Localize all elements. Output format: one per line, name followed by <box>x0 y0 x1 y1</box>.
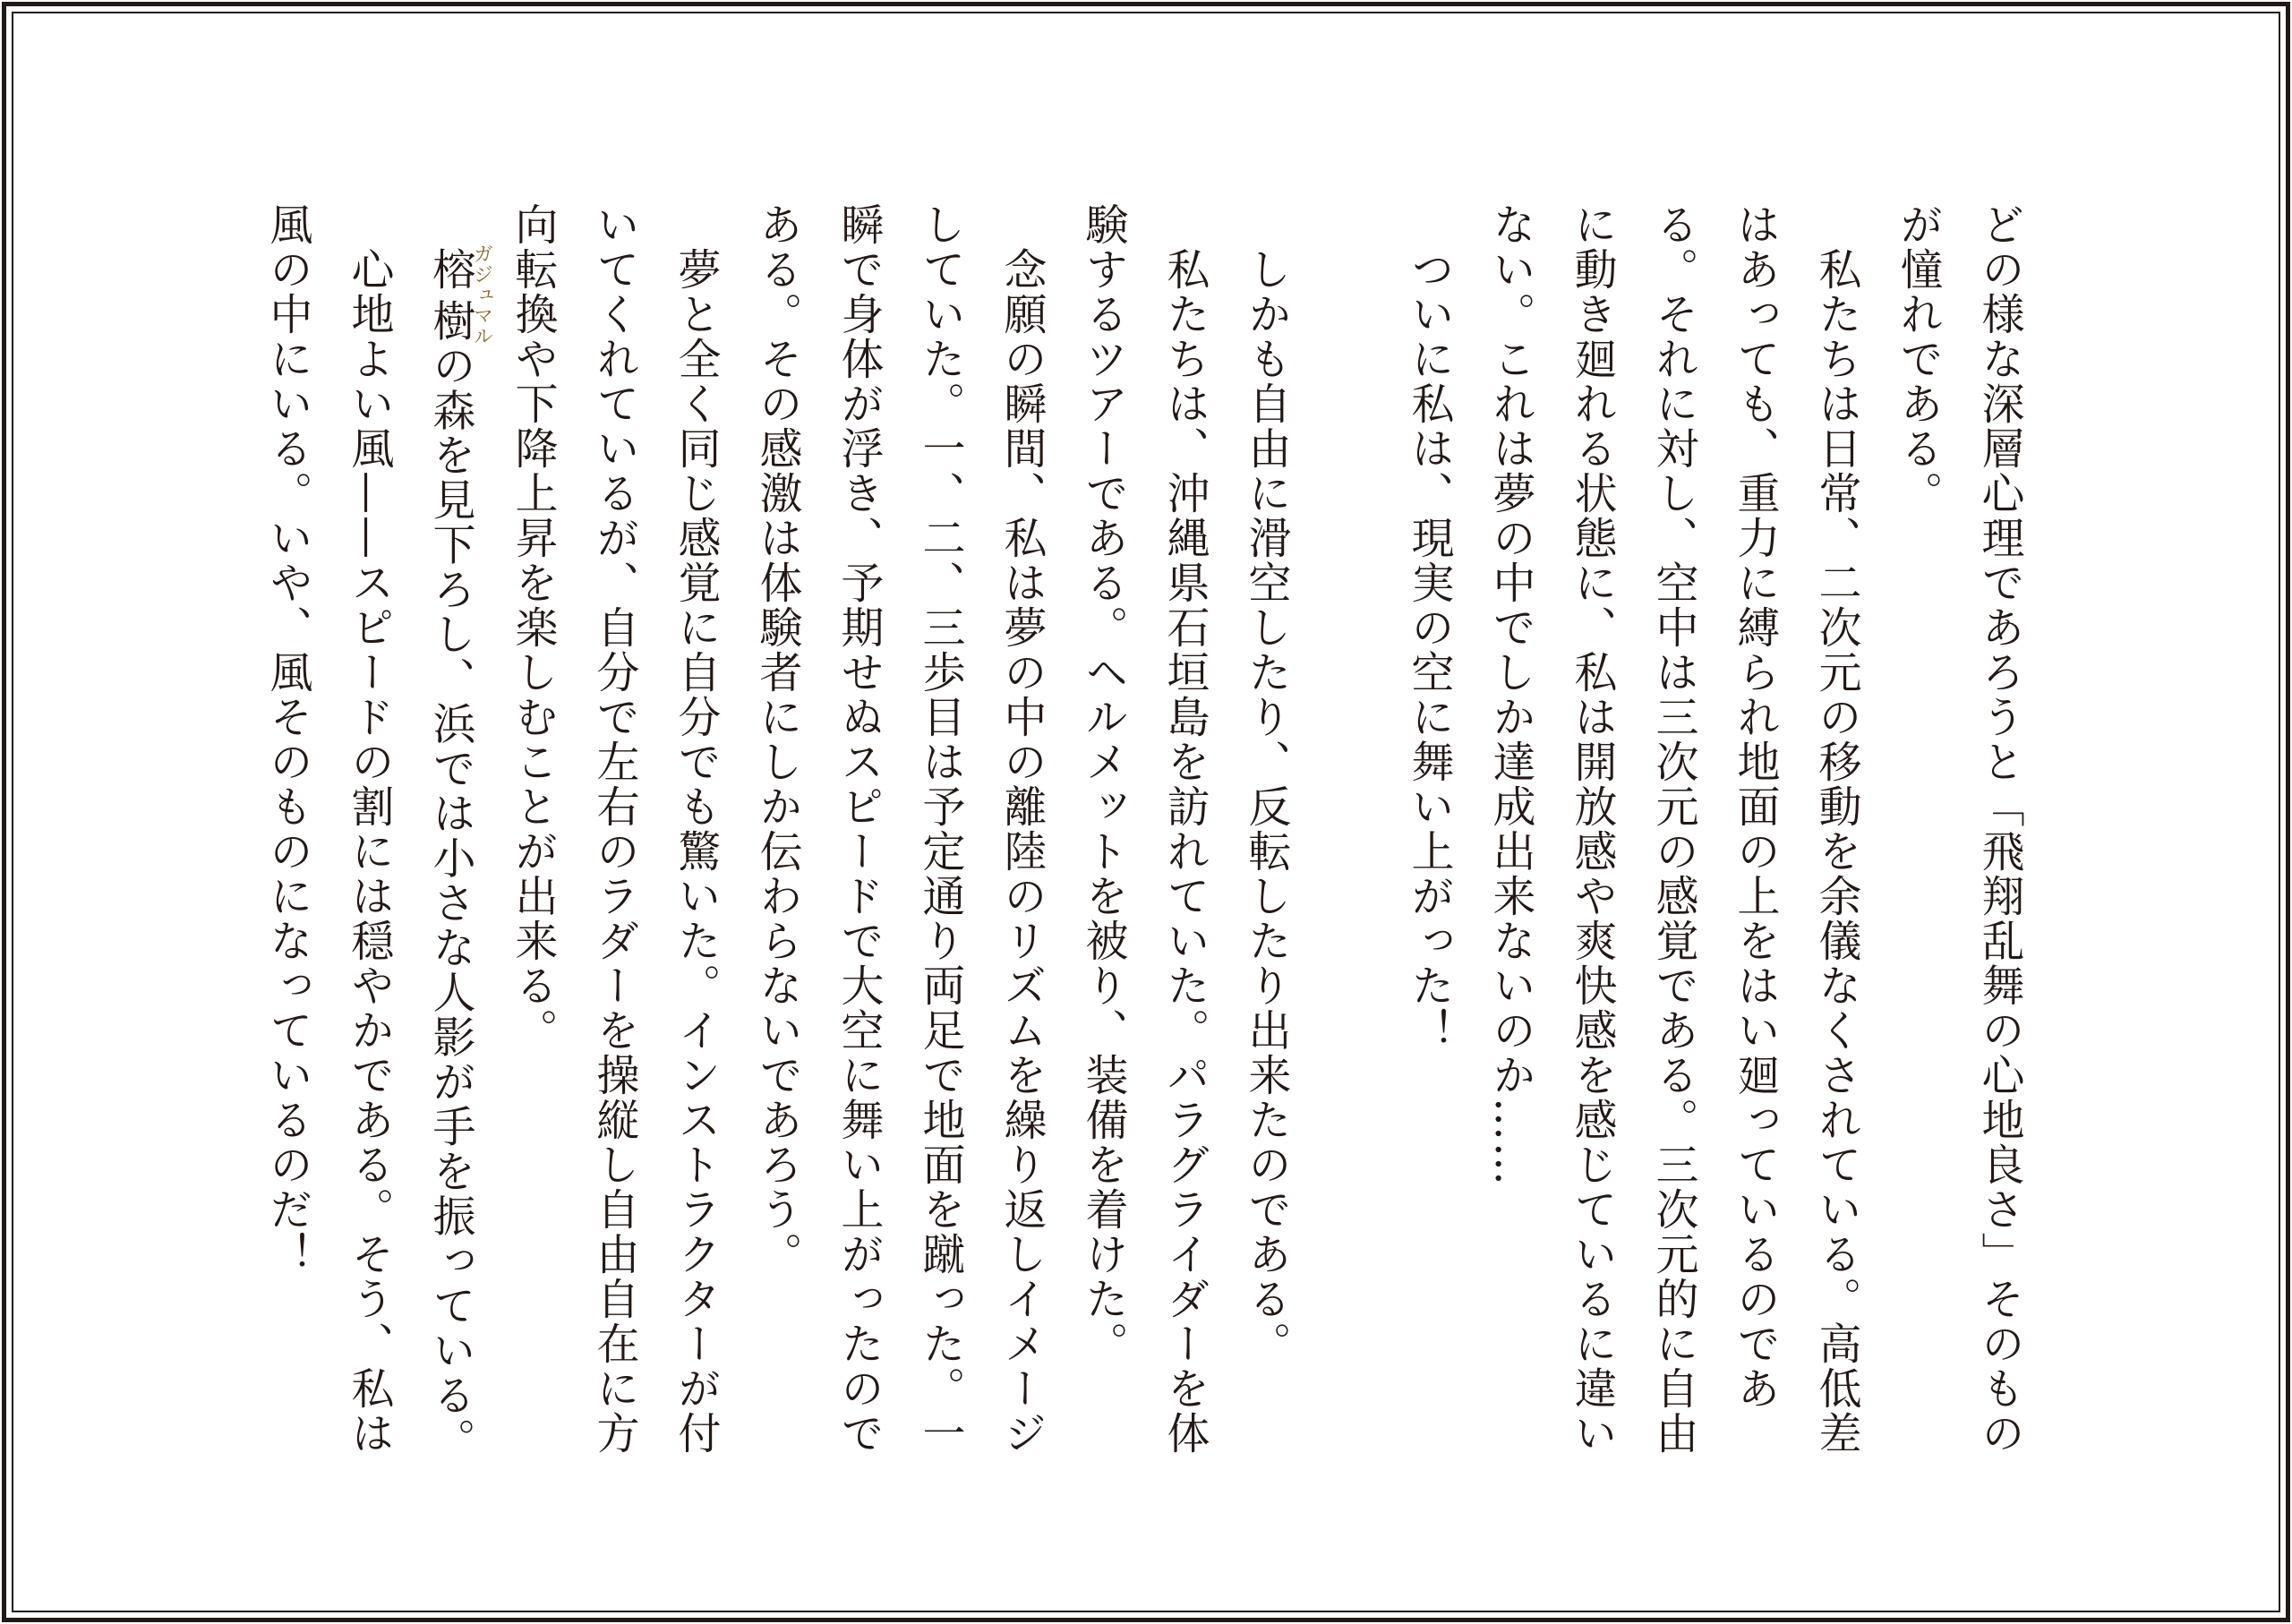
vertical-text-body <box>249 202 2040 1474</box>
paragraph: 夢と全く同じ感覚に自分でも驚いた。インストラクターが付いてくれているが、自分で左右のラダーを操縦し自由自在に方向転換や下降上昇を楽しむことが出来る。 <box>508 202 721 1456</box>
paragraph: 私たちは日常、二次元の移動を余儀なくされている。高低差はあっても、重力に縛られ地面の上をはい廻っているのである。それに対し、空中は三次元の感覚である。三次元的に自由に動き廻れる状態に、私は開放感や爽快感を感じているに違いない。これは夢の中でしか達成出来ないのか…… <box>1485 202 1861 1456</box>
ruby-paragraph-lead <box>425 202 475 247</box>
ruby-base-text: 榕樹 <box>425 244 475 347</box>
ruby-paragraph-rest: の森を見下ろし、浜では小さな人影が手を振っている。 <box>425 343 475 1463</box>
paragraph: 心地よい風——スピードの割には穏やかである。そう、私は風の中にいる。いや、風そのものになっているのだ！ <box>262 202 394 1456</box>
paragraph-with-ruby <box>409 202 492 1474</box>
paragraph: ついに私は、現実の空に舞い上がった！ <box>1404 202 1454 1053</box>
paragraph: 私たちは、沖縄県石垣島を訪れていた。パラグライダーを体験するツアーである。ヘルメットを被り、装備を着けた。 <box>1078 202 1210 1456</box>
paragraph: 念願の瞬間、私は夢の中の離陸のリズムを繰り返しイメージしていた。一、二、三歩目は予定通り両足で地面を蹴った。一瞬で身体が浮き、予期せぬスピードで大空に舞い上がったのである。その感激は体験者にしか伝わらないであろう。 <box>752 202 1047 1456</box>
ruby-word <box>425 244 493 347</box>
paragraph: どの様な深層心理であろうと「飛翔乱舞の心地良さ」そのものが憧れである。 <box>1893 202 2024 1456</box>
paragraph: しかも自由に滑空したり、反転したり出来たのである。 <box>1241 202 1291 1366</box>
ruby-annotation: ガジュマル <box>470 244 493 347</box>
